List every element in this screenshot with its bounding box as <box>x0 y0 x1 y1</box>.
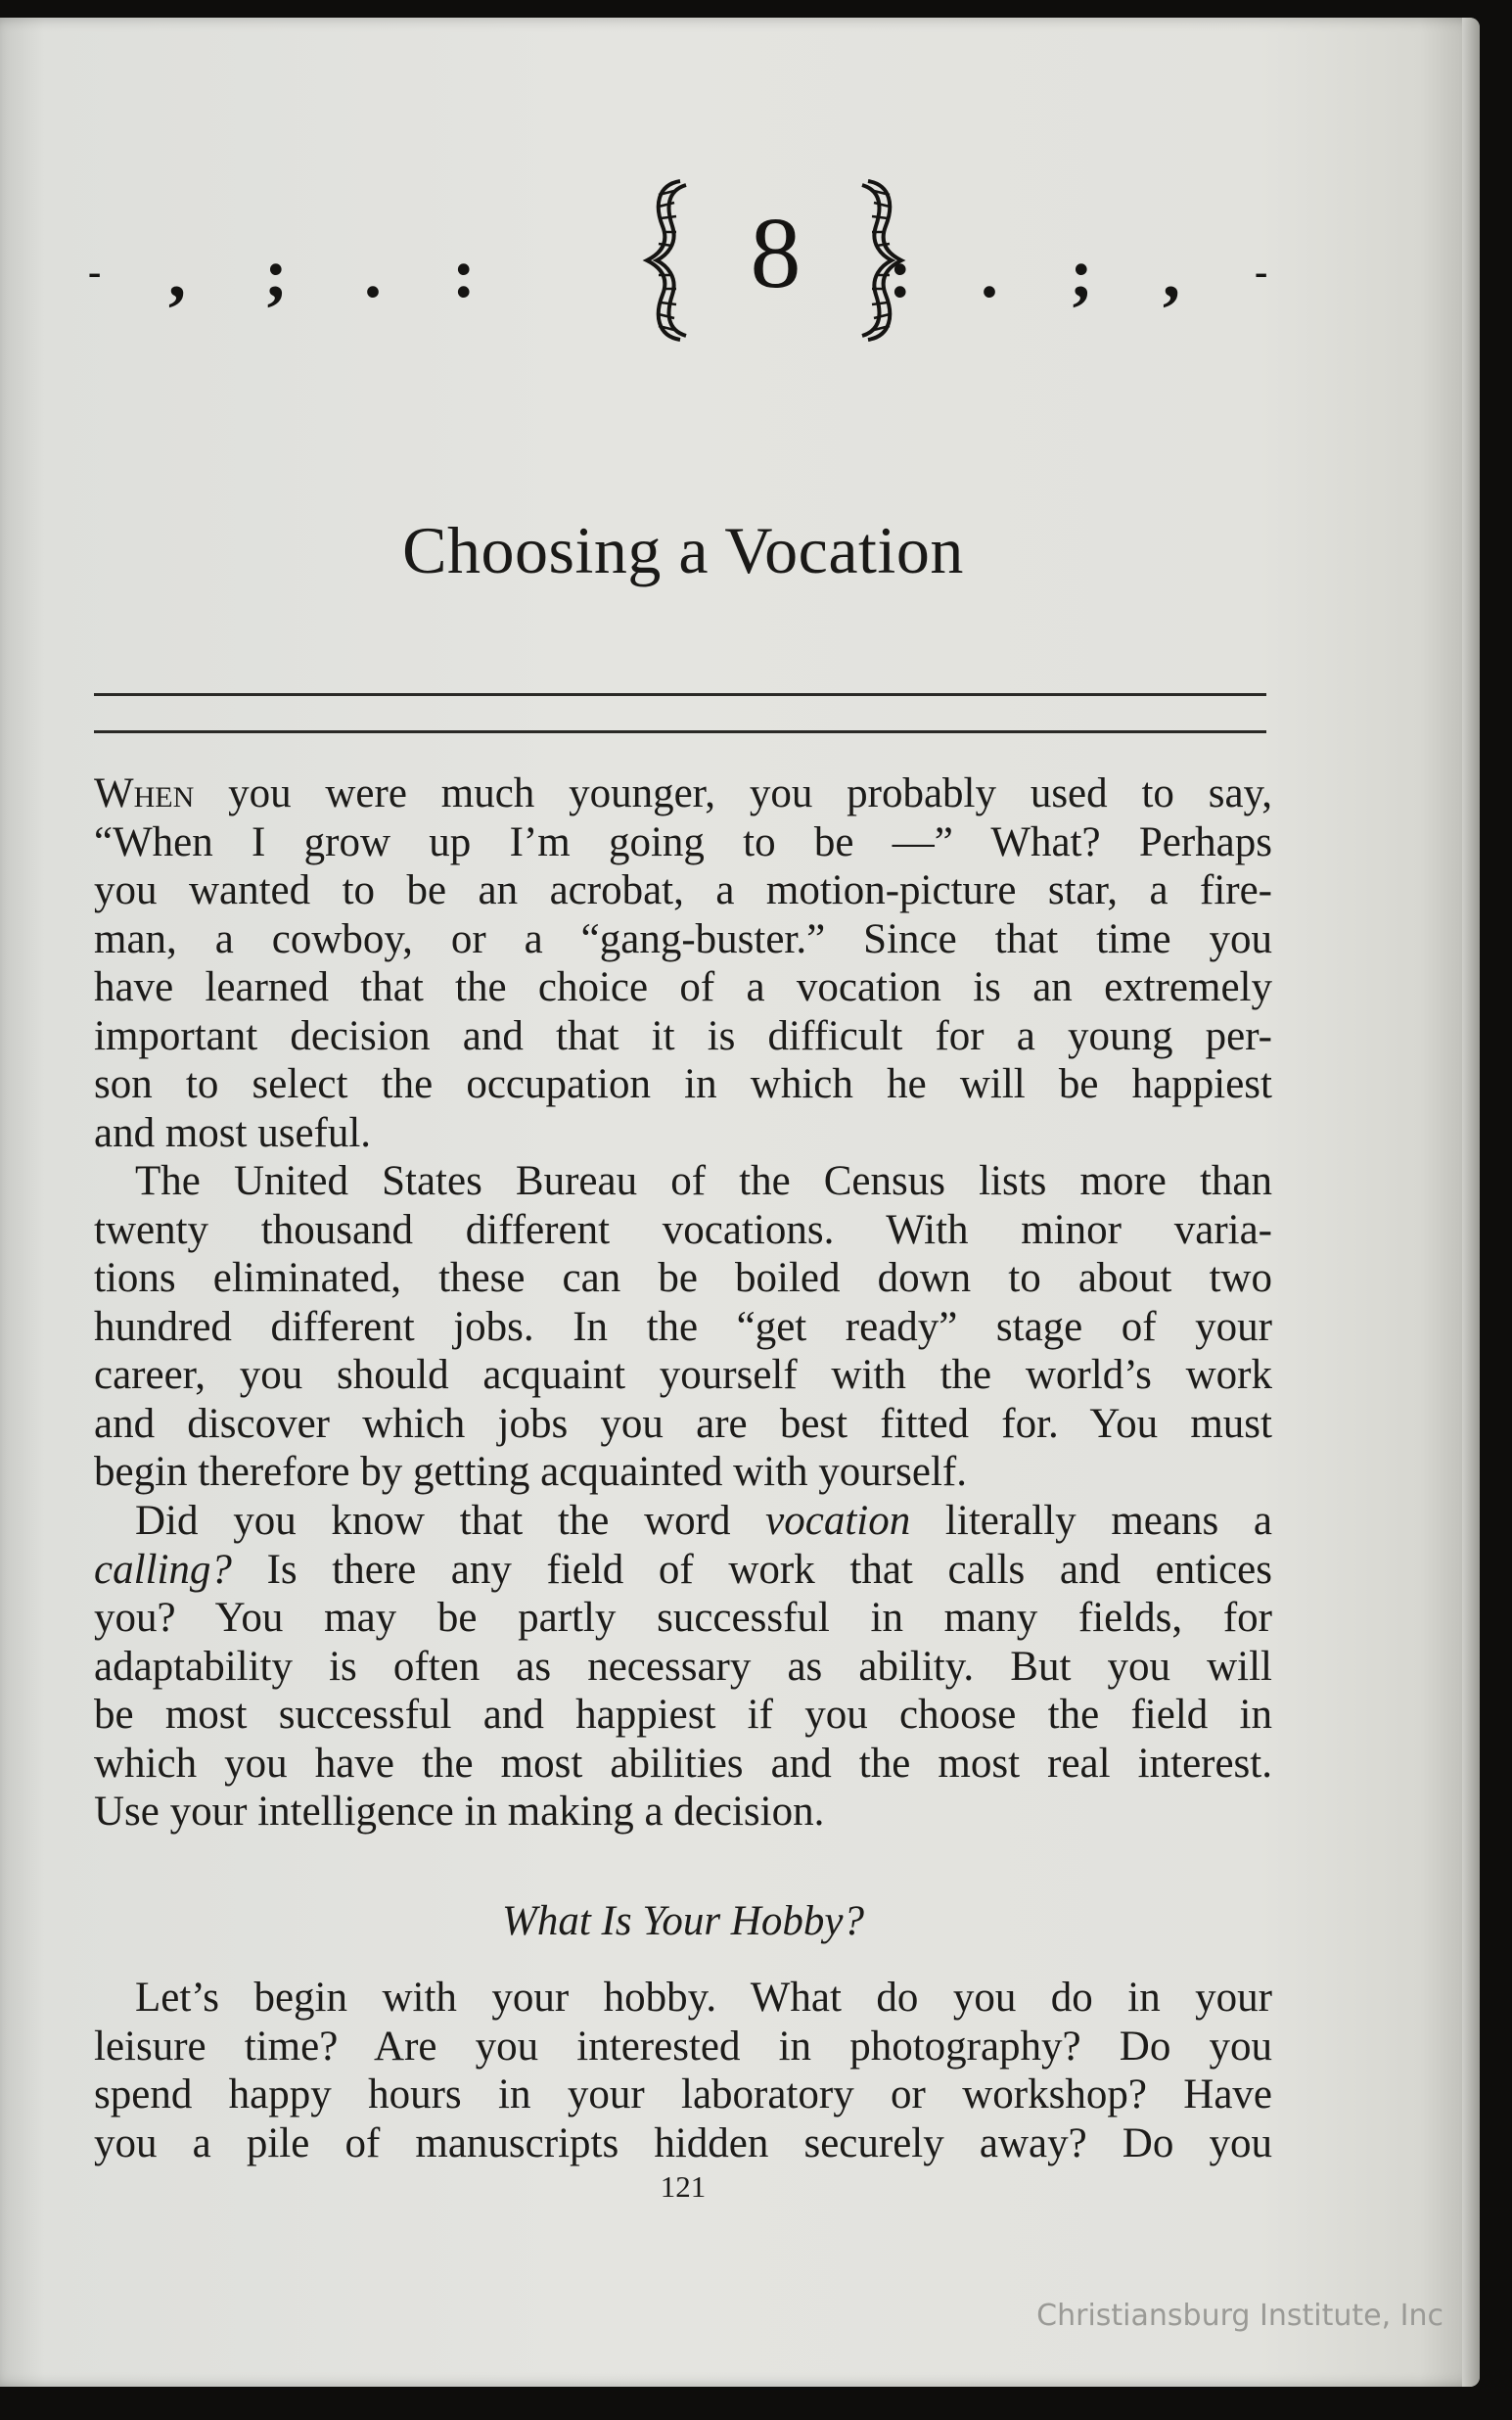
watermark: Christiansburg Institute, Inc <box>1036 2299 1443 2333</box>
chapter-number: 8 <box>750 197 802 309</box>
section-subheading: What Is Your Hobby? <box>502 1898 864 1944</box>
text-line: Let’s begin with your hobby. What do you do in your <box>135 1975 1272 2021</box>
text-line: you a pile of manuscripts hidden securely away? Do you <box>94 2119 1272 2166</box>
text-line: be most successful and happiest if you choose the field in <box>94 1692 1272 1738</box>
ornament-left-3: . <box>364 234 382 312</box>
text-line: Use your intelligence in making a decision. <box>94 1789 825 1835</box>
book-page <box>0 18 1480 2387</box>
ornament-dash-right: - <box>1255 250 1268 294</box>
text-line: have learned that the choice of a vocation is an extremely <box>94 964 1272 1010</box>
text-segment: literally means a <box>910 1498 1272 1544</box>
text-line: twenty thousand different vocations. With minor varia- <box>94 1206 1272 1253</box>
text-line: The United States Bureau of the Census lists more than <box>135 1158 1272 1204</box>
paragraph-1 <box>94 769 1272 1157</box>
ornament-right-1: : <box>889 234 912 312</box>
text-line: you wanted to be an acrobat, a motion-picture star, a fire- <box>94 867 1272 913</box>
title-rule-bottom <box>94 730 1266 733</box>
text-line: “When I grow up I’m going to be —” What? Perhaps <box>94 818 1272 865</box>
chapter-ornament <box>88 169 1282 346</box>
text-line: you were much younger, you probably used to say, <box>194 770 1272 816</box>
text-line: and discover which jobs you are best fitted for. You must <box>94 1400 1272 1447</box>
text-line: important decision and that it is difficult for a young per- <box>94 1012 1272 1059</box>
paragraph-lead-word: When <box>94 770 195 816</box>
title-rule-top <box>94 693 1266 696</box>
text-line: and most useful. <box>94 1109 372 1156</box>
paragraph-3 <box>94 1497 1272 1837</box>
text-line: begin therefore by getting acquainted with yourself. <box>94 1449 967 1495</box>
text-segment: Did you know that the word <box>135 1498 766 1544</box>
emphasis-calling: calling? <box>94 1546 232 1593</box>
ornament-dash-left: - <box>88 250 102 294</box>
text-line: leisure time? Are you interested in photography? Do you <box>94 2023 1272 2070</box>
chapter-title: Choosing a Vocation <box>402 513 964 587</box>
ornament-right-4: , <box>1163 234 1180 312</box>
chapter-number-box <box>641 177 910 344</box>
paragraph-4 <box>94 1974 1272 2167</box>
text-line: hundred different jobs. In the “get ready” stage of your <box>94 1303 1272 1350</box>
text-line: tions eliminated, these can be boiled down to about two <box>94 1255 1272 1301</box>
text-line: career, you should acquaint yourself with the world’s work <box>94 1352 1272 1398</box>
text-line: spend happy hours in your laboratory or workshop? Have <box>94 2071 1272 2118</box>
ornament-left-4: : <box>452 234 476 312</box>
ornament-left-2: ; <box>264 234 288 312</box>
text-line: which you have the most abilities and the most real interest. <box>94 1740 1272 1787</box>
paragraph-2 <box>94 1157 1272 1497</box>
text-line: you? You may be partly successful in many fields, for <box>94 1595 1272 1641</box>
text-line: adaptability is often as necessary as ability. But you will <box>94 1643 1272 1690</box>
ornament-right-3: ; <box>1070 234 1093 312</box>
text-segment: Is there any field of work that calls and entices <box>231 1546 1272 1593</box>
ornament-left-1: , <box>168 234 186 312</box>
text-line: son to select the occupation in which he will be happiest <box>94 1061 1272 1107</box>
emphasis-vocation: vocation <box>765 1498 911 1544</box>
page-number: 121 <box>660 2169 707 2204</box>
ornament-right-2: . <box>981 234 998 312</box>
text-line: man, a cowboy, or a “gang-buster.” Since that time you <box>94 915 1272 962</box>
page-edge <box>1462 18 1480 2387</box>
